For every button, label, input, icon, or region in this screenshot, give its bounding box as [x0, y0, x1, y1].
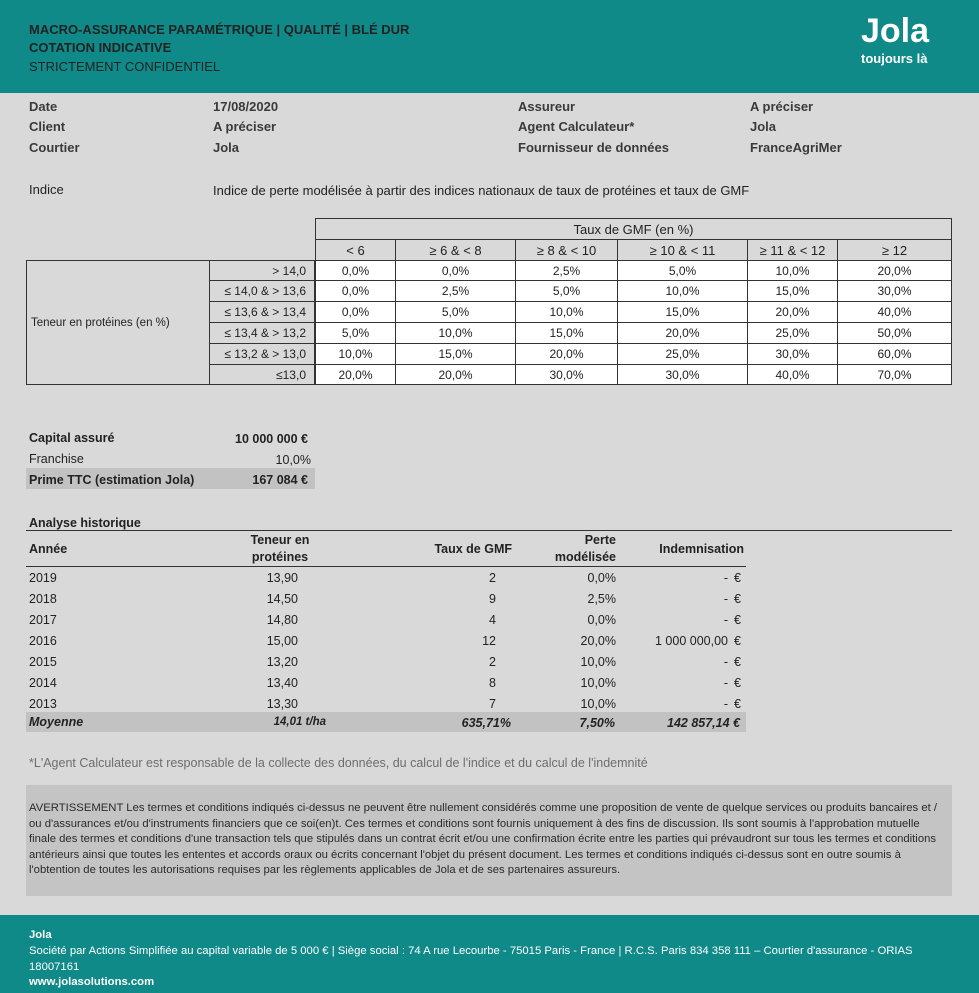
- history-indemnisation: -: [723, 613, 728, 627]
- history-currency: €: [734, 634, 741, 648]
- history-indemnisation: -: [723, 655, 728, 669]
- assureur-value: A préciser: [750, 99, 814, 114]
- history-teneur: 14,80: [266, 613, 298, 627]
- matrix-cell: 5,0%: [618, 260, 748, 281]
- matrix-cell: 15,0%: [396, 344, 516, 365]
- matrix-cell: 30,0%: [838, 281, 952, 302]
- average-gmf: 635,71%: [461, 716, 511, 730]
- disclaimer-text: AVERTISSEMENT Les termes et conditions indiqués ci-dessus ne peuvent être nullement considérés comme une proposition de vente de quelque services ou produits bancaires et / ou d'assurances et/ou d'instruments financiers que ce soi(en)t. Ces termes et conditions sont fournis uniquement à des fins de discussion. Ils sont soumis à l'approbation mutuelle finale des termes et conditions d'une transaction tels que stipulés dans un contrat écrit et/ou une confirmation écrite entre les parties qui prévaudront sur tous les termes et conditions antérieurs ainsi que toutes les ententes et accords oraux ou écrits concernant l'objet du présent document. Les termes et conditions indiqués ci-dessus sont en outre soumis à l'obtention de toutes les autorisations requises par les règlements applicables de Jola et de ses partenaires assureurs.: [29, 802, 938, 877]
- matrix-cell: 0,0%: [315, 260, 396, 281]
- courtier-label: Courtier: [29, 140, 80, 155]
- history-year: 2018: [29, 592, 57, 606]
- history-indemnisation: -: [723, 571, 728, 585]
- matrix-cell: 50,0%: [838, 323, 952, 344]
- matrix-cell: 5,0%: [516, 281, 618, 302]
- history-perte: 10,0%: [580, 676, 616, 690]
- history-teneur: 13,40: [266, 676, 298, 690]
- matrix-cell: 10,0%: [396, 323, 516, 344]
- fournisseur-label: Fournisseur de données: [518, 140, 669, 155]
- history-gmf: 9: [489, 592, 496, 606]
- footer-company: Jola: [29, 929, 52, 941]
- gmf-header: Taux de GMF (en %): [315, 218, 952, 240]
- franchise-label: Franchise: [29, 452, 84, 466]
- history-indemnisation: -: [723, 676, 728, 690]
- protein-side-label: Teneur en protéines (en %): [26, 260, 210, 385]
- matrix-cell: 60,0%: [838, 344, 952, 365]
- indice-description: Indice de perte modélisée à partir des indices nationaux de taux de protéines et taux de GMF: [213, 183, 750, 198]
- history-currency: €: [734, 592, 741, 606]
- gmf-col-header: ≥ 12: [838, 239, 952, 261]
- history-teneur: 13,30: [266, 697, 298, 711]
- history-teneur: 13,20: [266, 655, 298, 669]
- average-perte: 7,50%: [579, 716, 615, 730]
- matrix-cell: 20,0%: [516, 344, 618, 365]
- average-indemnisation: 142 857,14 €: [667, 716, 740, 730]
- matrix-cell: 10,0%: [516, 302, 618, 323]
- footer-website[interactable]: www.jolasolutions.com: [29, 976, 155, 988]
- fournisseur-value: FranceAgriMer: [750, 140, 842, 155]
- footer-legal: Société par Actions Simplifiée au capital variable de 5 000 € | Siège social : 74 A rue Lecourbe - 75015 Paris - France | R.C.S. Paris 834 358 111 – Courtier d'assurance - ORIAS: [29, 945, 913, 957]
- agent-note: *L'Agent Calculateur est responsable de la collecte des données, du calcul de l'indice et du calcul de l'indemnité: [29, 756, 648, 770]
- matrix-cell: 70,0%: [838, 365, 952, 385]
- history-gmf: 8: [489, 676, 496, 690]
- col-gmf: Taux de GMF: [434, 542, 512, 556]
- col-annee: Année: [29, 542, 68, 556]
- history-currency: €: [734, 571, 741, 585]
- protein-row-header: ≤ 13,4 & > 13,2: [210, 323, 315, 344]
- matrix-cell: 2,5%: [396, 281, 516, 302]
- jola-tagline: toujours là: [861, 51, 928, 66]
- protein-row-header: ≤13,0: [210, 365, 315, 385]
- matrix-cell: 5,0%: [396, 302, 516, 323]
- matrix-cell: 25,0%: [618, 344, 748, 365]
- history-year: 2014: [29, 676, 57, 690]
- gmf-col-header: ≥ 10 & < 11: [618, 239, 748, 261]
- history-gmf: 2: [489, 655, 496, 669]
- agent-label: Agent Calculateur*: [518, 119, 635, 134]
- history-header-divider: [26, 566, 746, 567]
- history-indemnisation: 1 000 000,00: [655, 634, 728, 648]
- history-currency: €: [734, 655, 741, 669]
- prime-value: 167 084 €: [252, 473, 308, 487]
- prime-label: Prime TTC (estimation Jola): [29, 473, 195, 487]
- date-label: Date: [29, 99, 58, 114]
- history-teneur: 14,50: [266, 592, 298, 606]
- history-currency: €: [734, 613, 741, 627]
- matrix-cell: 10,0%: [748, 260, 838, 281]
- history-currency: €: [734, 676, 741, 690]
- matrix-cell: 15,0%: [748, 281, 838, 302]
- gmf-col-header: < 6: [315, 239, 396, 261]
- matrix-cell: 30,0%: [748, 344, 838, 365]
- capital-value: 10 000 000 €: [235, 432, 308, 446]
- matrix-cell: 20,0%: [838, 260, 952, 281]
- col-perte-line2: modélisée: [554, 550, 616, 564]
- jola-logo: Jola: [861, 12, 930, 50]
- history-gmf: 7: [489, 697, 496, 711]
- matrix-cell: 10,0%: [618, 281, 748, 302]
- history-teneur: 13,90: [266, 571, 298, 585]
- history-perte: 10,0%: [580, 697, 616, 711]
- matrix-cell: 2,5%: [516, 260, 618, 281]
- matrix-cell: 0,0%: [315, 281, 396, 302]
- gmf-col-header: ≥ 8 & < 10: [516, 239, 618, 261]
- matrix-cell: 5,0%: [315, 323, 396, 344]
- history-perte: 10,0%: [580, 655, 616, 669]
- matrix-cell: 20,0%: [315, 365, 396, 385]
- history-year: 2013: [29, 697, 57, 711]
- history-indemnisation: -: [723, 592, 728, 606]
- franchise-value: 10,0%: [275, 453, 311, 467]
- protein-row-header: ≤ 13,6 & > 13,4: [210, 302, 315, 323]
- protein-row-header: ≤ 14,0 & > 13,6: [210, 281, 315, 302]
- col-indemnisation: Indemnisation: [659, 542, 744, 556]
- history-perte: 0,0%: [587, 613, 616, 627]
- history-currency: €: [734, 697, 741, 711]
- history-gmf: 12: [482, 634, 496, 648]
- col-teneur-line1: Teneur en: [250, 533, 310, 547]
- capital-label: Capital assuré: [29, 431, 115, 445]
- matrix-cell: 0,0%: [396, 260, 516, 281]
- matrix-cell: 40,0%: [748, 365, 838, 385]
- history-year: 2016: [29, 634, 57, 648]
- history-year: 2015: [29, 655, 57, 669]
- document-subtitle: COTATION INDICATIVE: [29, 40, 172, 55]
- history-indemnisation: -: [723, 697, 728, 711]
- matrix-cell: 0,0%: [315, 302, 396, 323]
- col-perte-line1: Perte: [584, 533, 616, 547]
- col-teneur-line2: protéines: [251, 550, 309, 564]
- agent-value: Jola: [750, 119, 777, 134]
- footer-orias: 18007161: [29, 961, 80, 973]
- gmf-col-header: ≥ 11 & < 12: [748, 239, 838, 261]
- history-divider: [26, 530, 952, 531]
- history-perte: 2,5%: [587, 592, 616, 606]
- matrix-cell: 20,0%: [618, 323, 748, 344]
- history-year: 2019: [29, 571, 57, 585]
- matrix-cell: 25,0%: [748, 323, 838, 344]
- matrix-cell: 10,0%: [315, 344, 396, 365]
- matrix-cell: 40,0%: [838, 302, 952, 323]
- client-label: Client: [29, 119, 66, 134]
- history-year: 2017: [29, 613, 57, 627]
- protein-row-header: ≤ 13,2 & > 13,0: [210, 344, 315, 365]
- average-teneur: 14,01 t/ha: [273, 716, 326, 728]
- confidentiality-label: STRICTEMENT CONFIDENTIEL: [29, 59, 221, 74]
- history-teneur: 15,00: [266, 634, 298, 648]
- gmf-col-header: ≥ 6 & < 8: [396, 239, 516, 261]
- client-value: A préciser: [213, 119, 277, 134]
- history-perte: 0,0%: [587, 571, 616, 585]
- assureur-label: Assureur: [518, 99, 576, 114]
- matrix-cell: 20,0%: [748, 302, 838, 323]
- protein-row-header: > 14,0: [210, 260, 315, 281]
- average-label: Moyenne: [29, 715, 84, 729]
- document-title: MACRO-ASSURANCE PARAMÉTRIQUE | QUALITÉ | BLÉ DUR: [29, 22, 410, 37]
- history-perte: 20,0%: [580, 634, 616, 648]
- matrix-cell: 30,0%: [516, 365, 618, 385]
- matrix-cell: 30,0%: [618, 365, 748, 385]
- matrix-cell: 15,0%: [516, 323, 618, 344]
- matrix-cell: 20,0%: [396, 365, 516, 385]
- matrix-cell: 15,0%: [618, 302, 748, 323]
- history-title: Analyse historique: [29, 516, 141, 530]
- date-value: 17/08/2020: [213, 99, 279, 114]
- history-gmf: 2: [489, 571, 496, 585]
- indice-label: Indice: [29, 182, 64, 197]
- courtier-value: Jola: [213, 140, 240, 155]
- history-gmf: 4: [489, 613, 496, 627]
